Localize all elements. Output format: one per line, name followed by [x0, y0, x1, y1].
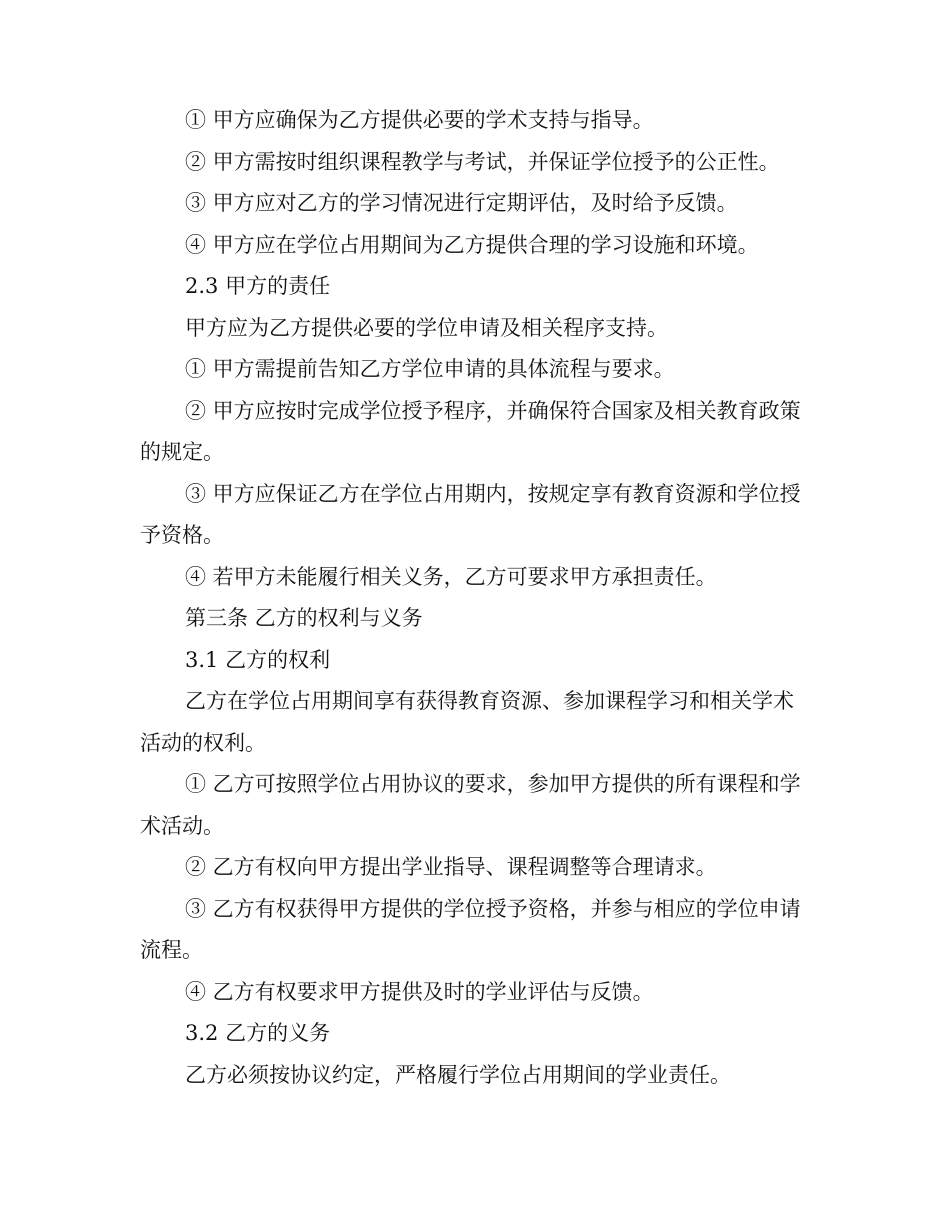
list-item: ① 乙方可按照学位占用协议的要求，参加甲方提供的所有课程和学术活动。 — [140, 772, 801, 838]
list-item: ④ 若甲方未能履行相关义务，乙方可要求甲方承担责任。 — [185, 564, 717, 589]
list-item: ③ 甲方应对乙方的学习情况进行定期评估，及时给予反馈。 — [185, 191, 738, 215]
document-body — [140, 100, 810, 1096]
section-heading: 3.1 乙方的权利 — [185, 647, 331, 672]
list-item: ② 甲方应按时完成学位授予程序，并确保符合国家及相关教育政策的规定。 — [140, 398, 801, 464]
section-heading: 3.2 乙方的义务 — [185, 1021, 331, 1045]
list-item: ④ 乙方有权要求甲方提供及时的学业评估与反馈。 — [185, 979, 654, 1004]
paragraph: 乙方必须按协议约定，严格履行学位占用期间的学业责任。 — [185, 1062, 731, 1087]
article-heading: 第三条 乙方的权利与义务 — [185, 606, 423, 630]
paragraph: 甲方应为乙方提供必要的学位申请及相关程序支持。 — [185, 315, 668, 340]
list-item: ② 乙方有权向甲方提出学业指导、课程调整等合理请求。 — [185, 855, 717, 879]
list-item: ③ 乙方有权获得甲方提供的学位授予资格，并参与相应的学位申请流程。 — [140, 896, 801, 962]
list-item: ② 甲方需按时组织课程教学与考试，并保证学位授予的公正性。 — [185, 149, 780, 174]
list-item: ④ 甲方应在学位占用期间为乙方提供合理的学习设施和环境。 — [185, 232, 759, 257]
list-item: ① 甲方需提前告知乙方学位申请的具体流程与要求。 — [185, 357, 675, 381]
list-item: ① 甲方应确保为乙方提供必要的学术支持与指导。 — [185, 108, 654, 132]
section-heading: 2.3 甲方的责任 — [185, 274, 331, 298]
paragraph: 乙方在学位占用期间享有获得教育资源、参加课程学习和相关学术活动的权利。 — [140, 689, 794, 755]
list-item: ③ 甲方应保证乙方在学位占用期内，按规定享有教育资源和学位授予资格。 — [140, 481, 801, 547]
